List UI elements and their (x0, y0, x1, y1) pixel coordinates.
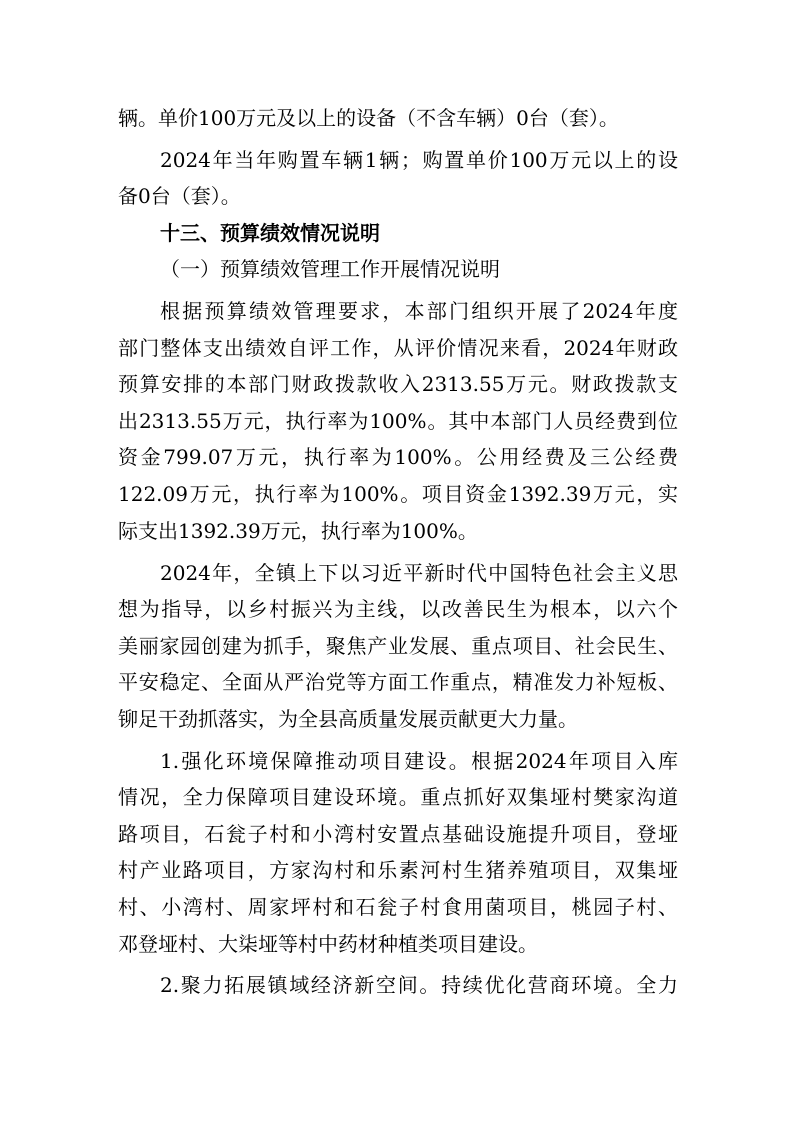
text-line: 村、小湾村、周家坪村和石瓮子村食用菌项目，桃园子村、 (118, 895, 678, 919)
text-line: 际支出1392.39万元，执行率为100%。 (118, 519, 478, 543)
text-line: 资金799.07万元，执行率为100%。公用经费及三公经费 (118, 445, 678, 469)
text-line: 铆足干劲抓落实，为全县高质量发展贡献更大力量。 (118, 707, 578, 731)
text-line: 122.09万元，执行率为100%。项目资金1392.39万元，实 (118, 482, 678, 506)
text-line: 根据预算绩效管理要求，本部门组织开展了2024年度 (160, 299, 678, 323)
subsection-heading: （一）预算绩效管理工作开展情况说明 (160, 257, 500, 281)
text-line: 平安稳定、全面从严治党等方面工作重点，精准发力补短板、 (118, 670, 678, 694)
text-line: 2024年，全镇上下以习近平新时代中国特色社会主义思 (160, 561, 678, 585)
text-line: 路项目，石瓮子村和小湾村安置点基础设施提升项目，登垭 (118, 822, 678, 846)
text-line: 邓登垭村、大柒垭等村中药材种植类项目建设。 (118, 932, 538, 956)
text-line: 备0台（套）。 (118, 184, 241, 208)
text-line: 村产业路项目，方家沟村和乐素河村生猪养殖项目，双集垭 (118, 858, 678, 882)
text-line: 情况，全力保障项目建设环境。重点抓好双集垭村樊家沟道 (118, 785, 678, 809)
text-line: 预算安排的本部门财政拨款收入2313.55万元。财政拨款支 (118, 372, 678, 396)
section-heading: 十三、预算绩效情况说明 (160, 221, 380, 245)
text-line: 部门整体支出绩效自评工作，从评价情况来看，2024年财政 (118, 336, 678, 360)
text-line: 2.聚力拓展镇域经济新空间。持续优化营商环境。全力 (160, 973, 678, 997)
text-line: 美丽家园创建为抓手，聚焦产业发展、重点项目、社会民生、 (118, 634, 678, 658)
text-line: 想为指导，以乡村振兴为主线，以改善民生为根本，以六个 (118, 597, 678, 621)
text-line: 2024年当年购置车辆1辆；购置单价100万元以上的设 (160, 148, 678, 172)
text-line: 辆。单价100万元及以上的设备（不含车辆）0台（套）。 (118, 106, 619, 130)
text-line: 出2313.55万元，执行率为100%。其中本部门人员经费到位 (118, 409, 678, 433)
text-line: 1.强化环境保障推动项目建设。根据2024年项目入库 (160, 749, 678, 773)
